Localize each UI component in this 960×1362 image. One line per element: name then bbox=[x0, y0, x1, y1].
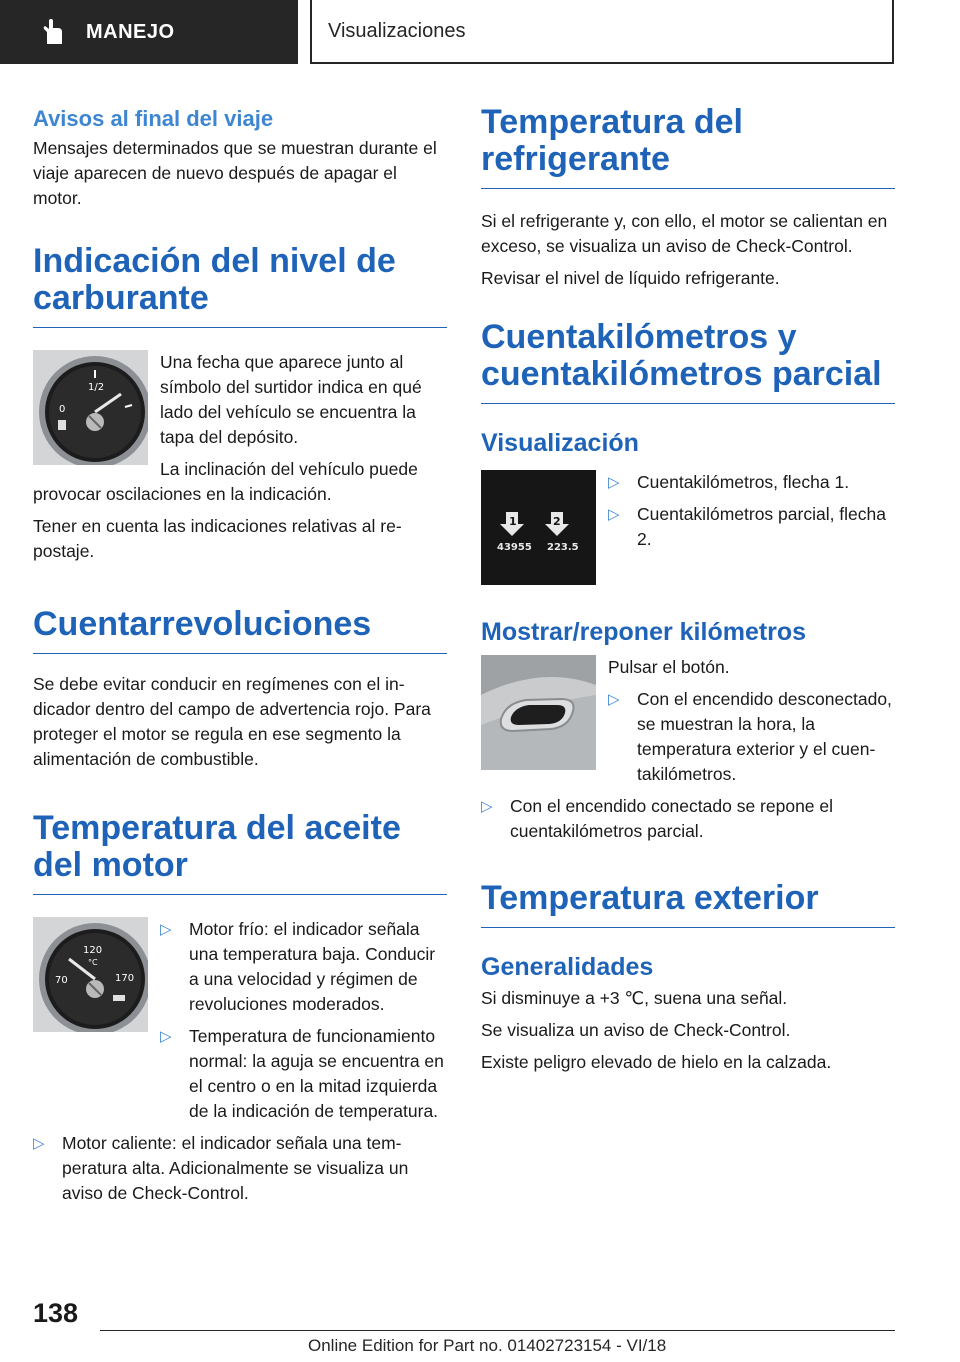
footer-edition: Online Edition for Part no. 01402723154 - VI/18 bbox=[308, 1336, 667, 1355]
bullet-triangle-icon: ▷ bbox=[33, 1135, 45, 1152]
oil-temp-gauge-icon bbox=[33, 917, 148, 1032]
fuel-text-1: Una fecha que aparece junto al símbolo del surtidor indica en qué lado del vehículo se encuentra la tapa del depósito. bbox=[160, 352, 422, 447]
reset-button-icon bbox=[481, 655, 596, 770]
rpm-heading: Cuentarrevoluciones bbox=[33, 606, 447, 654]
arrow-2-label: 2 bbox=[553, 515, 561, 528]
section-label: MANEJO bbox=[86, 20, 175, 43]
rpm-text: Se debe evitar conducir en regímenes con el indicador dentro del campo de advertencia rojo. Para proteger el motor se regula en ese segmento la alimentación de combustible. bbox=[33, 674, 431, 769]
gauge-label-170: 170 bbox=[115, 973, 135, 984]
reset-heading: Mostrar/reponer kilómetros bbox=[481, 618, 807, 646]
vis-heading: Visualización bbox=[481, 429, 639, 457]
bullet-triangle-icon: ▷ bbox=[481, 798, 493, 815]
reset-list-b bbox=[481, 794, 895, 844]
fuel-text-2: La inclinación del vehículo puede provocar oscilaciones en la indicación. bbox=[33, 459, 418, 504]
gauge-label-zero: 0 bbox=[59, 404, 66, 415]
oil-gauge-figure bbox=[33, 917, 148, 1032]
bullet-triangle-icon: ▷ bbox=[608, 691, 620, 708]
ext-text-3: Existe peligro elevado de hielo en la calzada. bbox=[481, 1052, 832, 1072]
avisos-text: Mensajes determinados que se muestran durante el viaje aparecen de nuevo después de apagar el motor. bbox=[33, 138, 437, 208]
list-item: ▷ Motor frío: el indicador señala una temperatura baja. Conducir a una velocidad y régimen de revoluciones moderados. bbox=[160, 919, 436, 1014]
ext-text-1: Si disminuye a +3 ℃, suena una señal. bbox=[481, 988, 788, 1008]
oil-heading: Temperatura del aceite del motor bbox=[33, 810, 447, 895]
left-column bbox=[33, 98, 447, 1213]
reset-button-figure bbox=[481, 655, 596, 770]
fuel-pump-icon bbox=[58, 420, 66, 430]
ext-heading: Temperatura exterior bbox=[481, 880, 895, 928]
ext-text-2: Se visualiza un aviso de Check-Control. bbox=[481, 1020, 791, 1040]
coolant-text-2: Revisar el nivel de líquido refrigerante. bbox=[481, 268, 780, 288]
list-item: ▷ Cuentakilómetros, flecha 1. bbox=[608, 470, 895, 495]
odo-value: 43955 bbox=[497, 542, 532, 553]
list-item: ▷ Con el encendido conectado se repone el cuentakilómetros parcial. bbox=[481, 796, 834, 841]
odo-display-figure bbox=[481, 470, 596, 585]
reset-text: Pulsar el botón. bbox=[608, 657, 730, 677]
page-number: 138 bbox=[33, 1298, 79, 1328]
arrow-1-label: 1 bbox=[509, 515, 517, 528]
gauge-label-120: 120 bbox=[83, 945, 103, 956]
oil-list-a bbox=[160, 917, 447, 1131]
gauge-label-unit: °C bbox=[88, 958, 98, 967]
fuel-gauge-figure bbox=[33, 350, 148, 465]
gauge-label-half: 1/2 bbox=[88, 382, 105, 393]
avisos-heading: Avisos al final del viaje bbox=[33, 106, 274, 131]
fuel-heading: Indicación del nivel de carburante bbox=[33, 243, 447, 328]
trip-value: 223.5 bbox=[547, 542, 579, 553]
steering-hand-icon bbox=[38, 17, 68, 47]
footer-divider bbox=[100, 1330, 895, 1331]
fuel-gauge-icon bbox=[33, 350, 148, 465]
chapter-box bbox=[310, 0, 894, 64]
gauge-label-70: 70 bbox=[55, 975, 68, 986]
odo-heading: Cuentakilómetros y cuentakilómetros parcial bbox=[481, 319, 895, 404]
coolant-text-1: Si el refrigerante y, con ello, el motor se calientan en exceso, se visualiza un aviso de Check-Control. bbox=[481, 211, 888, 256]
reset-list-a bbox=[608, 687, 895, 794]
bullet-triangle-icon: ▷ bbox=[608, 506, 620, 523]
list-item: ▷ Motor caliente: el indicador señala una temperatura alta. Adicionalmente se visualiza un aviso de Check-Control. bbox=[33, 1133, 409, 1203]
right-column bbox=[481, 98, 895, 1082]
vis-list bbox=[608, 470, 895, 559]
chapter-label: Visualizaciones bbox=[328, 19, 466, 42]
oil-list-b bbox=[33, 1131, 447, 1206]
odometer-display-icon bbox=[481, 470, 596, 585]
ext-sub-heading: Generalidades bbox=[481, 953, 654, 981]
list-item: ▷ Temperatura de funcionamiento normal: la aguja se encuentra en el centro o en la mitad izquierda de la indicación de temperatura. bbox=[160, 1026, 444, 1121]
list-item: ▷ Con el encendido desconectado, se muestran la hora, la temperatura exterior y el cuentakilómetros. bbox=[608, 689, 892, 784]
fuel-text-3: Tener en cuenta las indicaciones relativas al repostaje. bbox=[33, 516, 402, 561]
bullet-triangle-icon: ▷ bbox=[160, 921, 172, 938]
list-item: ▷ Cuentakilómetros parcial, flecha 2. bbox=[608, 504, 887, 549]
oil-can-icon bbox=[113, 995, 125, 1001]
bullet-triangle-icon: ▷ bbox=[608, 474, 620, 491]
section-tab[interactable] bbox=[0, 0, 298, 64]
coolant-heading: Temperatura del refrigerante bbox=[481, 104, 895, 189]
bullet-triangle-icon: ▷ bbox=[160, 1028, 172, 1045]
